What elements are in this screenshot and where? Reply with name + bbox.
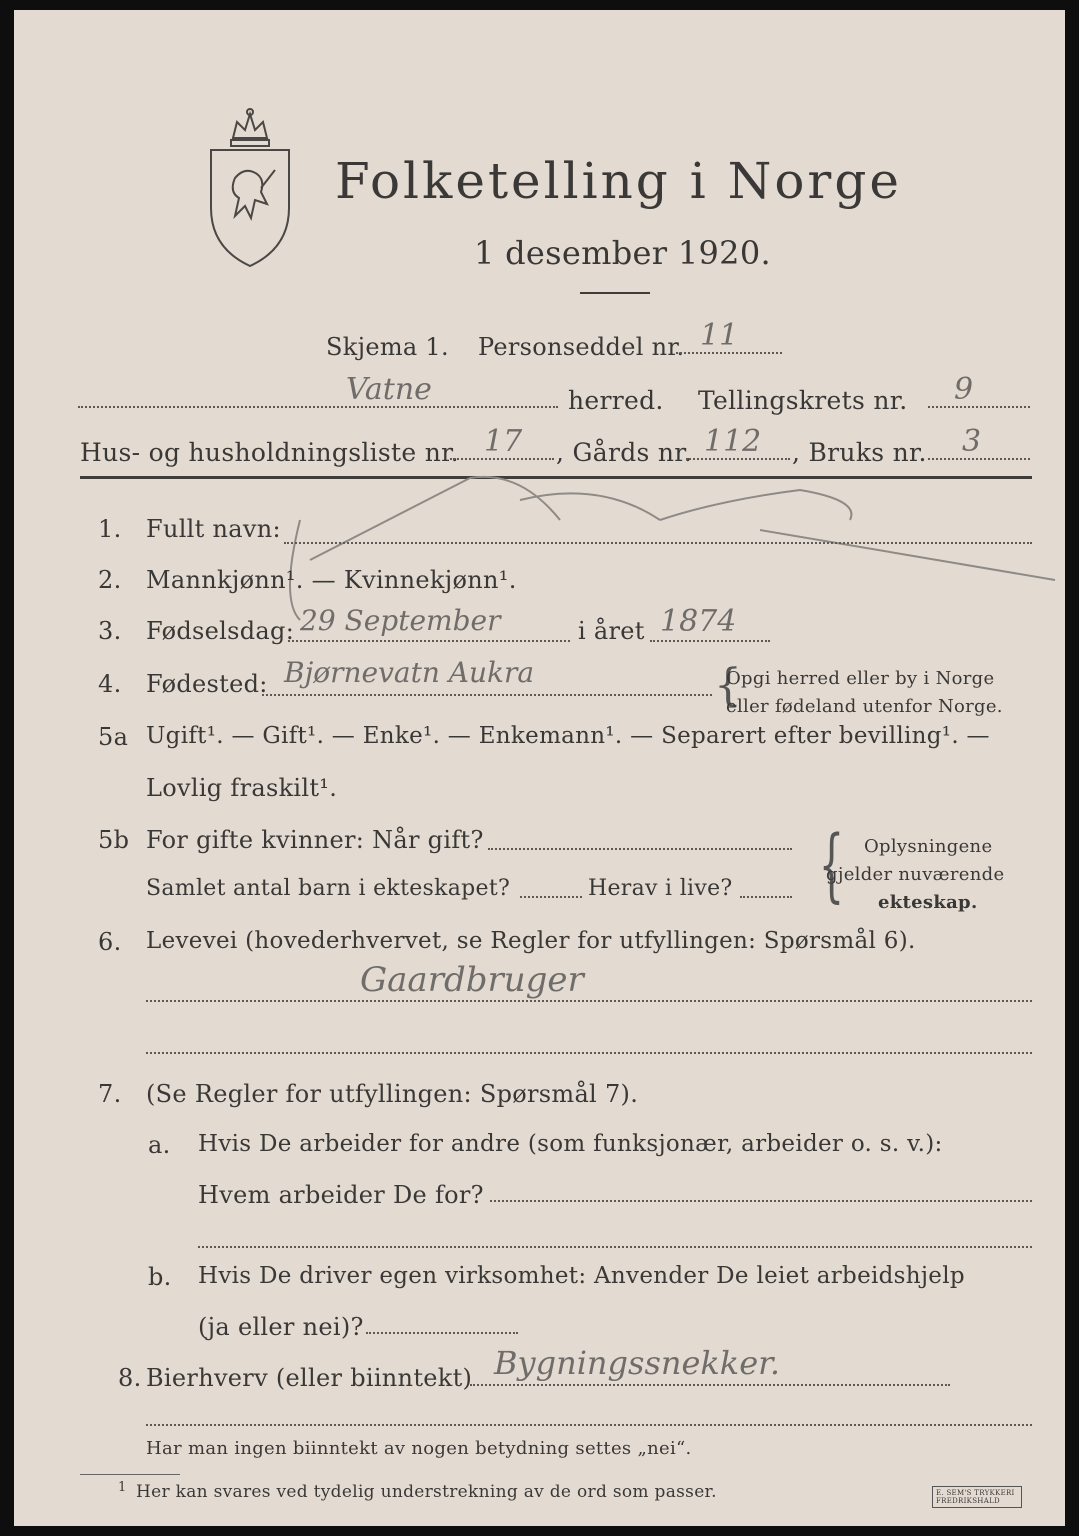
q3-label: Fødselsdag: — [146, 617, 295, 645]
bruks-value: 3 — [962, 424, 982, 459]
q7b-line — [366, 1332, 518, 1334]
q3-day-line — [288, 640, 570, 642]
q3-year-line — [650, 640, 770, 642]
q7b-line1: Hvis De driver egen virksomhet: Anvender De leiet arbeidshjelp — [198, 1263, 965, 1289]
q4-brace: { — [714, 660, 743, 711]
q7a-line2: Hvem arbeider De for? — [198, 1181, 484, 1209]
printer-mark: E. SEM'S TRYKKERI FREDRIKSHALD — [932, 1486, 1022, 1508]
q5a-line1: Ugift¹. — Gift¹. — Enke¹. — Enkemann¹. — Separert efter bevilling¹. — — [146, 723, 990, 749]
q7a-line — [490, 1200, 1032, 1202]
footnote-rule — [80, 1474, 180, 1475]
q1-line — [284, 542, 1032, 544]
q4-number: 4. — [98, 670, 122, 698]
q3-day-value: 29 September — [300, 604, 501, 637]
q4-label: Fødested: — [146, 670, 268, 698]
q8-number: 8. — [118, 1364, 142, 1392]
tellingskrets-label: Tellingskrets nr. — [698, 386, 908, 415]
q7a-line-extra — [198, 1246, 1032, 1248]
tellingskrets-value: 9 — [954, 372, 974, 407]
q8-value: Bygningssnekker. — [494, 1344, 781, 1382]
q7b-line2: (ja eller nei)? — [198, 1313, 364, 1341]
q7-label: (Se Regler for utfyllingen: Spørsmål 7). — [146, 1080, 639, 1108]
q3-number: 3. — [98, 617, 122, 645]
q5b-line1: For gifte kvinner: Når gift? — [146, 826, 484, 854]
footnote-number: 1 — [118, 1480, 127, 1495]
q5b-children-line — [520, 896, 582, 898]
q5b-line2a: Samlet antal barn i ekteskapet? — [146, 876, 511, 901]
gards-value: 112 — [704, 424, 762, 459]
q7a-line1: Hvis De arbeider for andre (som funksjonær, arbeider o. s. v.): — [198, 1131, 943, 1157]
footnote-text: Her kan svares ved tydelig understrekning av de ord som passer. — [136, 1482, 717, 1502]
q5b-note-line1: Oplysningene — [864, 836, 993, 857]
q6-number: 6. — [98, 928, 122, 956]
q1-label: Fullt navn: — [146, 515, 281, 543]
q8-line — [470, 1384, 950, 1386]
personseddel-value: 11 — [700, 318, 739, 353]
q1-number: 1. — [98, 515, 122, 543]
q5b-brace: { — [818, 818, 845, 911]
q7b-number: b. — [148, 1263, 172, 1291]
note-nei: Har man ingen biinntekt av nogen betydning settes „nei“. — [146, 1438, 692, 1459]
form-date: 1 desember 1920. — [474, 234, 771, 272]
herred-label: herred. — [568, 386, 664, 415]
form-title: Folketelling i Norge — [335, 152, 902, 210]
q4-note-line1: Opgi herred eller by i Norge — [726, 668, 995, 689]
q5a-number: 5a — [98, 723, 129, 751]
q7a-number: a. — [148, 1131, 171, 1159]
q8-line-extra — [146, 1424, 1032, 1426]
husholdningsliste-label: Hus- og husholdningsliste nr. — [80, 438, 459, 467]
skjema-label: Skjema 1. — [326, 333, 449, 361]
q2-label: Mannkjønn¹. — Kvinnekjønn¹. — [146, 566, 517, 594]
q6-label: Levevei (hovederhvervet, se Regler for utfyllingen: Spørsmål 6). — [146, 928, 916, 954]
q8-label: Bierhverv (eller biinntekt) — [146, 1364, 473, 1392]
husholdningsliste-value: 17 — [484, 424, 523, 459]
q6-line1 — [146, 1000, 1032, 1002]
q7-number: 7. — [98, 1080, 122, 1108]
gards-label: , Gårds nr. — [556, 438, 693, 467]
q2-number: 2. — [98, 566, 122, 594]
q5b-number: 5b — [98, 826, 130, 854]
q5b-line2b: Herav i live? — [588, 876, 733, 901]
q3-year-label: i året — [578, 617, 645, 645]
q5a-line2: Lovlig fraskilt¹. — [146, 774, 338, 802]
q4-note-line2: eller fødeland utenfor Norge. — [726, 696, 1003, 717]
q4-line — [262, 694, 712, 696]
q4-value: Bjørnevatn Aukra — [284, 656, 535, 689]
q5b-married-line — [488, 848, 792, 850]
bruks-label: , Bruks nr. — [792, 438, 927, 467]
q6-value: Gaardbruger — [360, 960, 584, 1000]
q5b-alive-line — [740, 896, 792, 898]
q6-line2 — [146, 1052, 1032, 1054]
q3-year-value: 1874 — [660, 604, 737, 639]
herred-value: Vatne — [346, 372, 432, 407]
personseddel-label: Personseddel nr. — [478, 333, 685, 361]
q5b-note-line3: ekteskap. — [878, 892, 978, 913]
q5b-note-line2: gjelder nuværende — [826, 864, 1005, 885]
